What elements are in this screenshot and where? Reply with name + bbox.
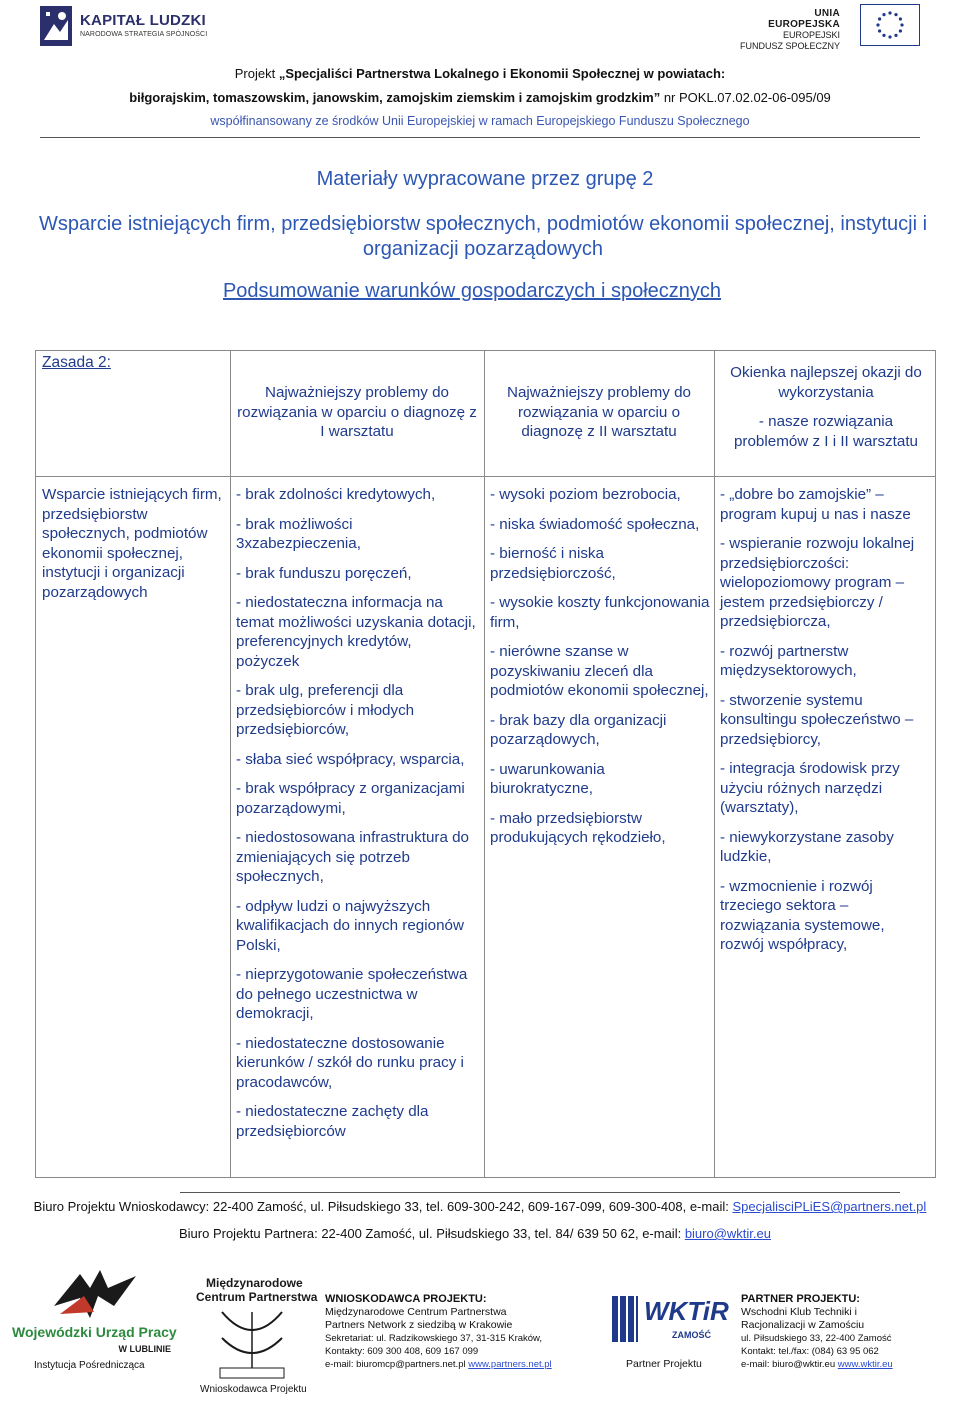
wup-bird-icon: [50, 1266, 140, 1324]
mcp-logo: [190, 1276, 320, 1401]
partner-line: ul. Piłsudskiego 33, 22-400 Zamość: [741, 1333, 892, 1344]
eu-line-3: FUNDUSZ SPOŁECZNY: [740, 41, 841, 51]
header-rule: [40, 137, 920, 138]
applicant-line: Międzynarodowe Centrum Partnerstwa: [325, 1306, 507, 1318]
column-header-workshop-2: Najważniejszy problemy do rozwiązania w oparciu o diagnozę z II warsztatu: [506, 384, 691, 440]
list-item: - brak współpracy z organizacjami pozarządowymi,: [236, 780, 465, 817]
wup-name: Wojewódzki Urząd Pracy: [12, 1324, 177, 1340]
partner-email-link[interactable]: biuro@wktir.eu: [684, 1226, 771, 1241]
eu-flag-icon: [860, 4, 920, 46]
table-divider: [36, 476, 935, 477]
list-item: - stworzenie systemu konsultingu społeczeństwo – przedsiębiorcy,: [720, 691, 914, 748]
partner-line: Kontakt: tel./fax: (084) 63 95 062: [741, 1346, 879, 1357]
list-item: - mało przedsiębiorstw produkujących rękodzieło,: [490, 809, 666, 846]
applicant-contact-block: [325, 1293, 595, 1371]
list-item: - niska świadomość społeczna,: [490, 515, 700, 533]
list-item: - rozwój partnerstw międzysektorowych,: [720, 642, 857, 679]
workshop-2-problems: [490, 485, 710, 858]
partner-line: [741, 1358, 956, 1371]
list-item: - niedostateczne zachęty dla przedsiębiorców: [236, 1103, 429, 1140]
list-item: - nierówne szanse w pozyskiwaniu zleceń dla podmiotów ekonomii społecznej,: [490, 643, 709, 699]
row-label: Wsparcie istniejących firm, przedsiębiorstw społecznych, podmiotów ekonomii społecznej, instytucji i organizacji pozarządowych: [42, 486, 222, 601]
eu-line-2: EUROPEJSKI: [782, 30, 840, 40]
project-line-1: [0, 66, 960, 81]
applicant-email-link[interactable]: SpecjalisciPLiES@partners.net.pl: [732, 1199, 927, 1214]
table-divider: [230, 351, 231, 1177]
project-name: „Specjaliści Partnerstwa Lokalnego i Ekonomii Społecznej w powiatach:: [278, 66, 726, 81]
kapital-ludzki-title: KAPITAŁ LUDZKI: [80, 12, 206, 29]
list-item: - brak ulg, preferencji dla przedsiębiorców i młodych przedsiębiorców,: [236, 682, 415, 738]
applicant-email: e-mail: biuromcp@partners.net.pl: [325, 1359, 469, 1370]
opportunities-title: Okienka najlepszej okazji do wykorzystania: [730, 364, 922, 401]
list-item: - nieprzygotowanie społeczeństwa do pełnego uczestnictwa w demokracji,: [236, 966, 468, 1022]
footer-applicant-office: [0, 1199, 960, 1214]
wup-caption: Instytucja Pośrednicząca: [34, 1360, 145, 1371]
footer-partner-text: Biuro Projektu Partnera: 22-400 Zamość, ul. Piłsudskiego 33, tel. 84/ 639 50 62, e-mail:: [178, 1226, 685, 1241]
list-item: - uwarunkowania biurokratyczne,: [490, 760, 605, 797]
partner-heading: PARTNER PROJEKTU:: [741, 1293, 860, 1305]
title-group: Materiały wypracowane przez grupę 2: [316, 168, 654, 190]
mcp-name-1: Międzynarodowe: [206, 1276, 303, 1290]
list-item: - odpływ ludzi o najwyższych kwalifikacjach do innych regionów Polski,: [236, 897, 464, 954]
footer-partner-office: [0, 1226, 950, 1241]
list-item: - wspieranie rozwoju lokalnej przedsiębiorczości: wielopoziomowy program – jestem przedsiębiorczy / przedsiębiorcza,: [720, 535, 915, 630]
table-divider: [484, 351, 485, 1177]
wup-city: W LUBLINIE: [118, 1344, 171, 1354]
partner-website-link[interactable]: www.wktir.eu: [837, 1359, 893, 1370]
list-item: - niewykorzystane zasoby ludzkie,: [720, 828, 894, 865]
list-item: - niedostateczna informacja na temat możliwości uzyskania dotacji, preferencyjnych kredytów, pożyczek: [236, 594, 476, 670]
wktir-caption: Partner Projektu: [626, 1358, 702, 1370]
title-topic: Wsparcie istniejących firm, przedsiębiorstw społecznych, podmiotów ekonomii społecznej, instytucji i organizacji pozarządowych: [38, 213, 928, 260]
mcp-name-2: Centrum Partnerstwa: [196, 1290, 318, 1304]
eu-line-1: UNIA EUROPEJSKA: [768, 8, 840, 30]
footer-applicant-text: Biuro Projektu Wnioskodawcy: 22-400 Zamość, ul. Piłsudskiego 33, tel. 609-300-242, 609-167-099, 609-300-408, e-mail:: [33, 1199, 733, 1214]
applicant-website-link[interactable]: www.partners.net.pl: [468, 1359, 552, 1370]
opportunities-subtitle: - nasze rozwiązania problemów z I i II warsztatu: [733, 413, 918, 450]
eu-logo: [740, 4, 920, 51]
applicant-line: Kontakty: 609 300 408, 609 167 099: [325, 1346, 479, 1357]
kapital-ludzki-mark-icon: [40, 6, 72, 46]
project-prefix: Projekt: [234, 66, 279, 81]
kapital-ludzki-subtitle: NARODOWA STRATEGIA SPÓJNOŚCI: [80, 31, 208, 38]
project-districts: biłgorajskim, tomaszowskim, janowskim, zamojskim ziemskim i zamojskim grodzkim”: [129, 90, 661, 105]
wup-logo: [10, 1262, 185, 1377]
wktir-name: WKTiR: [644, 1296, 729, 1326]
list-item: - niedostosowana infrastruktura do zmieniających się potrzeb społecznych,: [236, 829, 470, 885]
list-item: - niedostateczne dostosowanie kierunków / szkół do runku pracy i pracodawców,: [236, 1034, 464, 1091]
partners-network-icon: [212, 1308, 292, 1380]
wktir-logo: [612, 1290, 729, 1374]
column-header-workshop-1: Najważniejszy problemy do rozwiązania w oparciu o diagnozę z I warsztatu: [237, 384, 477, 440]
partner-email: e-mail: biuro@wktir.eu: [741, 1359, 838, 1370]
project-line-3: współfinansowany ze środków Unii Europejskiej w ramach Europejskiego Funduszu Społecznego: [210, 114, 750, 128]
list-item: - integracja środowisk przy użyciu różnych narzędzi (warsztaty),: [720, 760, 900, 816]
list-item: - brak możliwości 3xzabezpieczenia,: [236, 515, 361, 552]
workshop-1-problems: [236, 485, 478, 1151]
partner-line: Racjonalizacji w Zamościu: [741, 1319, 865, 1331]
wktir-city: ZAMOŚĆ: [672, 1330, 711, 1340]
project-line-2: [0, 90, 960, 105]
mcp-caption: Wnioskodawca Projektu: [200, 1384, 307, 1395]
partner-contact-block: [741, 1293, 956, 1371]
list-item: - słaba sieć współpracy, wsparcia,: [236, 750, 465, 768]
column-header-opportunities: [720, 363, 932, 461]
table-divider: [714, 351, 715, 1177]
applicant-line: Sekretariat: ul. Radzikowskiego 37, 31-315 Kraków,: [325, 1333, 543, 1344]
applicant-line: Partners Network z siedzibą w Krakowie: [325, 1319, 513, 1331]
kapital-ludzki-logo: [40, 6, 208, 50]
partner-line: Wschodni Klub Techniki i: [741, 1306, 857, 1318]
principles-table: [35, 350, 936, 1178]
list-item: - brak zdolności kredytowych,: [236, 486, 436, 503]
principle-label: Zasada 2:: [42, 354, 111, 371]
project-number: nr POKL.07.02.02-06-095/09: [660, 90, 831, 105]
title-summary: Podsumowanie warunków gospodarczych i społecznych: [222, 280, 722, 302]
list-item: - wysoki poziom bezrobocia,: [490, 486, 681, 503]
list-item: - brak bazy dla organizacji pozarządowych,: [490, 711, 667, 748]
opportunities-solutions: [720, 485, 932, 965]
list-item: - bierność i niska przedsiębiorczość,: [490, 545, 616, 582]
footer-rule: [180, 1192, 900, 1193]
applicant-heading: WNIOSKODAWCA PROJEKTU:: [325, 1293, 487, 1305]
list-item: - brak funduszu poręczeń,: [236, 564, 412, 582]
list-item: - „dobre bo zamojskie” – program kupuj u nas i nasze: [720, 486, 911, 523]
list-item: - wzmocnienie i rozwój trzeciego sektora – rozwiązania systemowe, rozwój współpracy,: [720, 877, 885, 953]
page-header: [0, 0, 960, 140]
applicant-line: [325, 1358, 595, 1371]
eu-text: [740, 8, 840, 52]
list-item: - wysokie koszty funkcjonowania firm,: [490, 594, 710, 631]
